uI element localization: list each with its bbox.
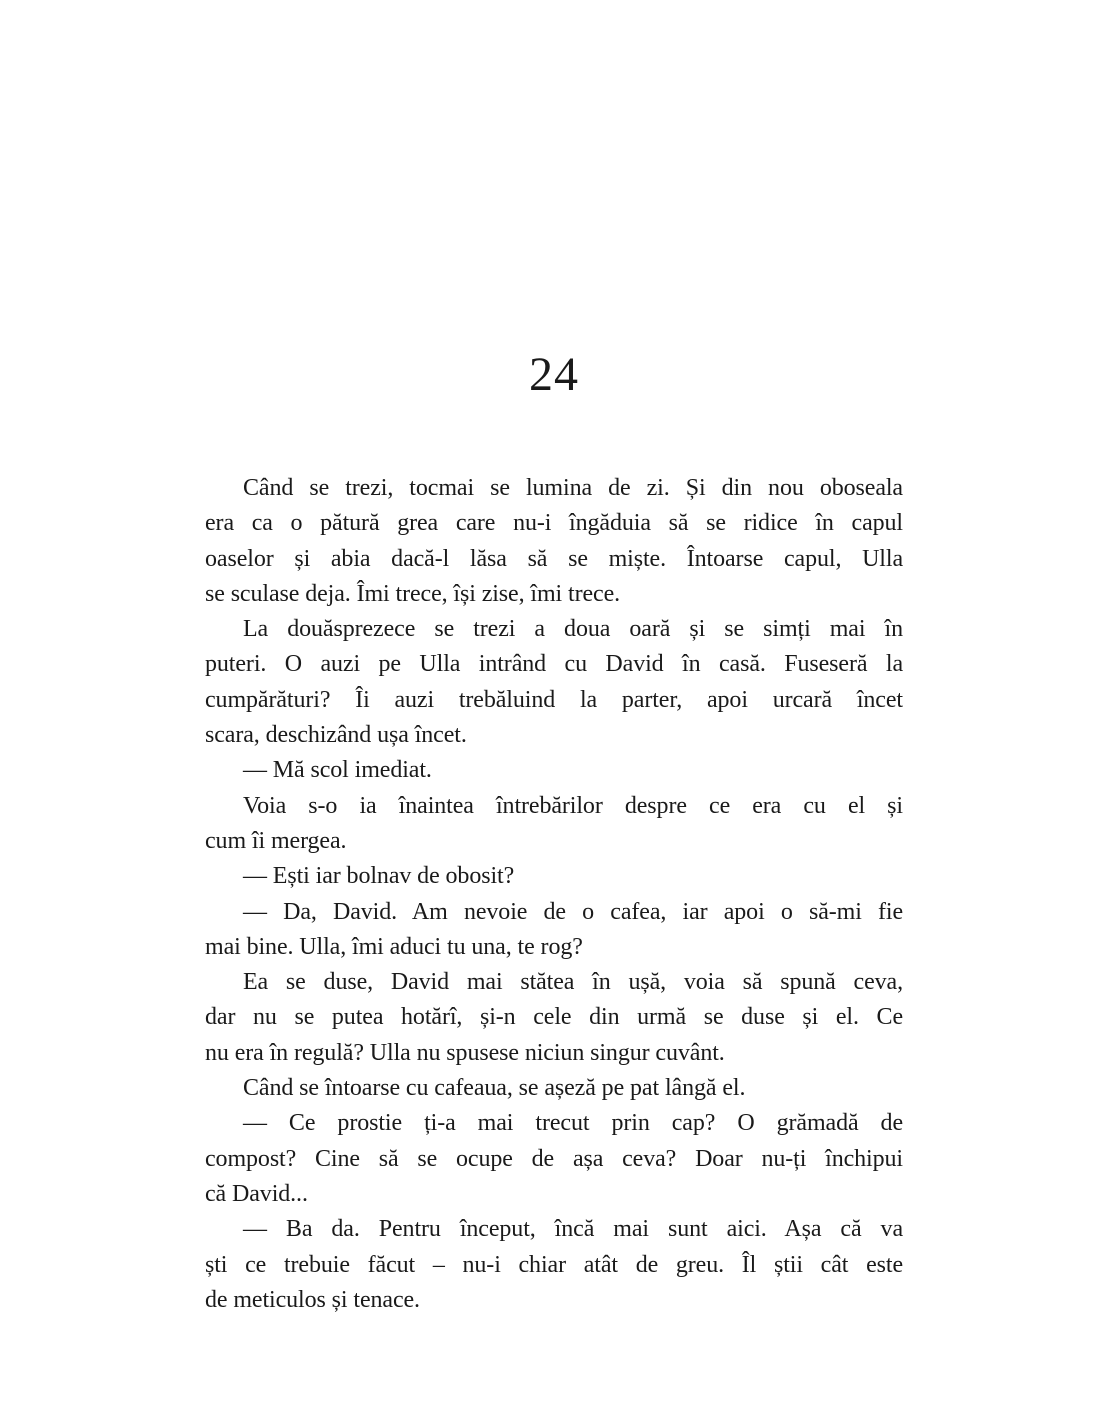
text-line: puteri. O auzi pe Ulla intrând cu David în casă. Fuseseră la	[205, 651, 903, 678]
paragraph	[205, 471, 903, 612]
text-line: Când se trezi, tocmai se lumina de zi. Și din nou oboseala	[243, 475, 903, 501]
paragraph	[205, 789, 903, 860]
text-line: — Ba da. Pentru început, încă mai sunt aici. Așa că va	[243, 1216, 903, 1243]
body-text-block	[205, 471, 903, 1318]
paragraph	[205, 895, 903, 966]
paragraph	[205, 1106, 903, 1212]
text-line: Ea se duse, David mai stătea în ușă, voia să spună ceva,	[243, 969, 903, 996]
paragraph	[205, 1212, 903, 1318]
text-line: compost? Cine să se ocupe de așa ceva? Doar nu-ți închipui	[205, 1145, 903, 1172]
paragraph	[205, 612, 903, 753]
chapter-number: 24	[529, 348, 579, 401]
text-line: cum îi mergea.	[205, 827, 347, 854]
text-line: ști ce trebuie făcut – nu-i chiar atât de greu. Îl știi cât este	[205, 1251, 903, 1278]
paragraph	[205, 1071, 903, 1106]
text-line: — Ce prostie ți-a mai trecut prin cap? O grămadă de	[243, 1110, 903, 1137]
text-line: Voia s-o ia înaintea întrebărilor despre ce era cu el și	[243, 792, 903, 819]
text-line: nu era în regulă? Ulla nu spusese niciun singur cuvânt.	[205, 1039, 725, 1066]
text-line: scara, deschizând ușa încet.	[205, 722, 467, 749]
text-line: că David...	[205, 1180, 308, 1207]
text-line: oaselor și abia dacă-l lăsa să se miște. Întoarse capul, Ulla	[205, 545, 903, 572]
text-line: dar nu se putea hotărî, și-n cele din urmă se duse și el. Ce	[205, 1004, 903, 1031]
text-line: La douăsprezece se trezi a doua oară și se simți mai în	[243, 616, 903, 643]
text-line: de meticulos și tenace.	[205, 1286, 420, 1313]
paragraph	[205, 753, 903, 788]
text-line: — Ești iar bolnav de obosit?	[243, 863, 515, 890]
text-line: se sculase deja. Îmi trece, își zise, îmi trece.	[205, 580, 621, 607]
text-line: — Da, David. Am nevoie de o cafea, iar apoi o să-mi fie	[243, 898, 903, 925]
paragraph	[205, 965, 903, 1071]
text-line: mai bine. Ulla, îmi aduci tu una, te rog?	[205, 933, 583, 960]
text-line: era ca o pătură grea care nu-i îngăduia să se ridice în capul	[205, 510, 903, 537]
text-line: cumpărături? Îi auzi trebăluind la parter, apoi urcară încet	[205, 686, 903, 713]
paragraph	[205, 859, 903, 894]
text-line: Când se întoarse cu cafeaua, se așeză pe pat lângă el.	[243, 1075, 746, 1102]
text-line: — Mă scol imediat.	[243, 757, 432, 784]
